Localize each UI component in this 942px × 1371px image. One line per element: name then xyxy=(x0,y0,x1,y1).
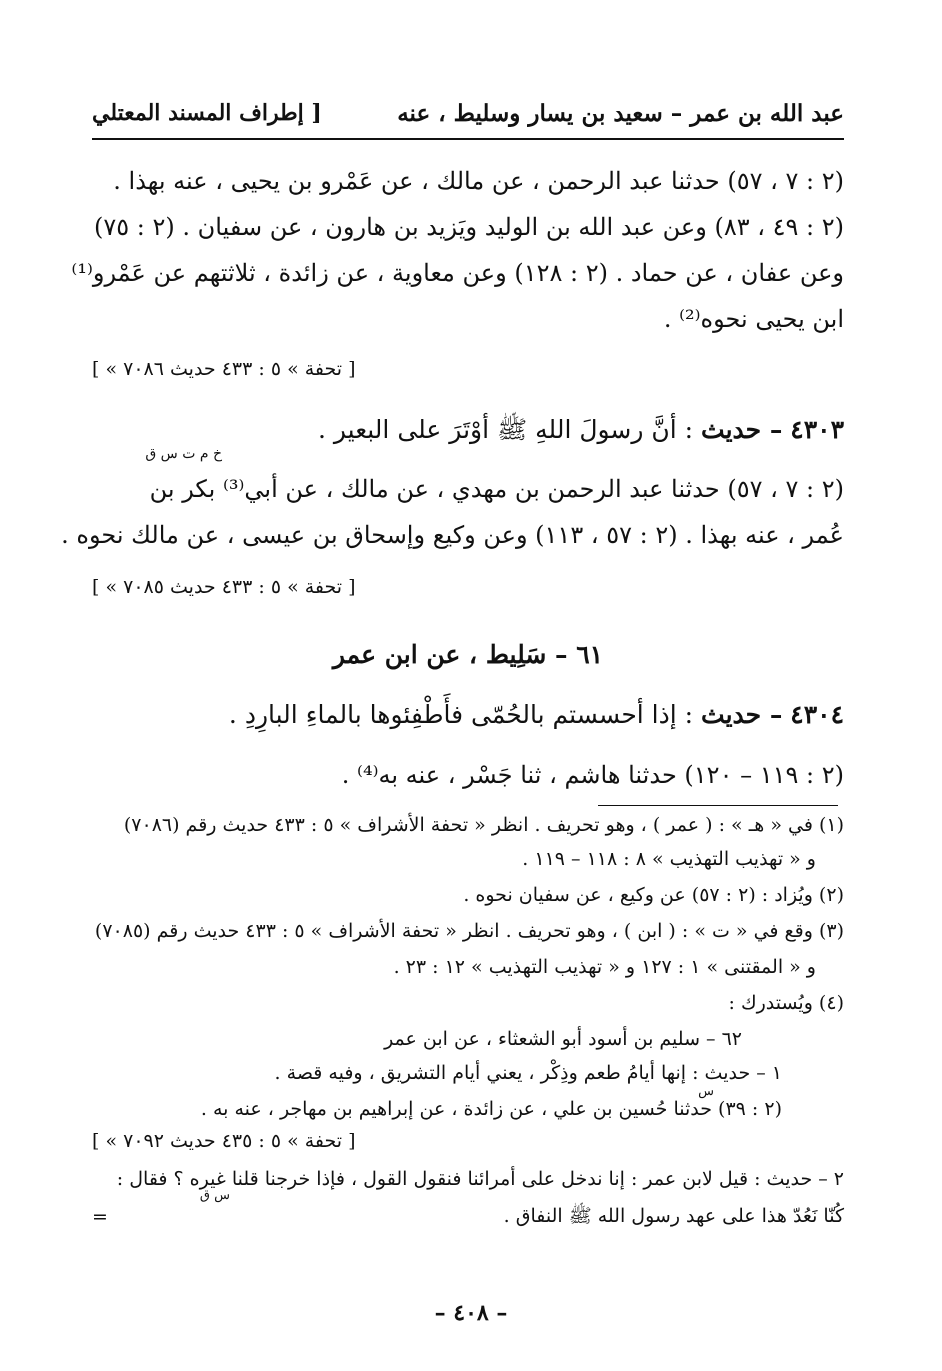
paragraph-chains-1 xyxy=(71,158,844,342)
footnote-4: (٤) ويُستدرك : xyxy=(728,992,844,1014)
hadith-sigla: س ق xyxy=(199,1188,230,1203)
continuation-mark: = xyxy=(92,1206,108,1228)
hadith-number: ٤٣٠٤ xyxy=(790,700,844,729)
footnote-4-hadith-2-cont: كُنّا نَعُدّ هذا على عهد رسول الله ﷺ النفاق . xyxy=(503,1205,844,1227)
tuhfa-reference: [ « تحفة » ٥ : ٤٣٣ حديث ٧٠٨٥ ] xyxy=(92,576,356,598)
tuhfa-reference: [ « تحفة » ٥ : ٤٣٣ حديث ٧٠٨٦ ] xyxy=(92,358,356,380)
text-line: ابن يحيى نحوه⁽²⁾ . xyxy=(663,305,844,333)
page-number: – ٤٠٨ – xyxy=(434,1300,508,1326)
hadith-text: : إذا أحسستم بالحُمّى فأَطْفِئوها بالماءِ البارِدِ . xyxy=(228,700,694,729)
footnote-4-hadith-1: ١ – حديث : إنها أيامُ طعم وذِكْر ، يعني أيام التشريق ، وفيه قصة . xyxy=(274,1062,782,1084)
hadith-text: : أنَّ رسولَ اللهِ ﷺ أوْتَرَ على البعير . xyxy=(317,415,694,444)
hadith-label: – حديث xyxy=(701,415,783,444)
hadith-number: ٤٣٠٣ xyxy=(790,415,844,444)
hadith-heading-4303 xyxy=(318,414,844,451)
paragraph-chains-2 xyxy=(61,466,844,558)
footnote-4-tuhfa-reference: [ « تحفة » ٥ : ٤٣٥ حديث ٧٠٩٢ ] xyxy=(92,1130,356,1152)
footnote-2: (٢) ويُزاد : (٢ : ٥٧) عن وكيع ، عن سفيان نحوه . xyxy=(463,884,844,906)
footnote-3: (٣) وقع في « ت » : ( ابن ) ، وهو تحريف . انظر « تحفة الأشراف » ٥ : ٤٣٣ حديث رقم (٧٠٨٥) xyxy=(94,920,844,942)
footnote-4-section-title: ٦٢ – سليم بن أسود أبو الشعثاء ، عن ابن عمر xyxy=(384,1028,742,1050)
footnote-divider xyxy=(598,805,838,806)
header-chapter-title: عبد الله بن عمر – سعيد بن يسار وسليط ، عنه xyxy=(397,100,844,127)
section-heading: ٦١ – سَلِيط ، عن ابن عمر xyxy=(332,640,604,669)
text-line: (٢ : ٧ ، ٥٧) حدثنا عبد الرحمن ، عن مالك ، عن عَمْرو بن يحيى ، عنه بهذا . xyxy=(113,167,844,195)
hadith-sigla: س xyxy=(698,1084,714,1099)
hadith-sigla: خ م ت س ق xyxy=(145,446,222,462)
header-divider xyxy=(92,138,844,140)
text-line: (٢ : ٤٩ ، ٨٣) وعن عبد الله بن الوليد ويَزيد بن هارون ، عن سفيان . (٢ : ٧٥) xyxy=(94,213,844,241)
running-header xyxy=(92,100,844,136)
footnote-3-cont: و « المقتنى » ١ : ١٢٧ و « تهذيب التهذيب » ١٢ : ٢٣ . xyxy=(393,956,816,978)
paragraph-chains-3 xyxy=(92,752,844,798)
footnote-1-cont: و « تهذيب التهذيب » ٨ : ١١٨ – ١١٩ . xyxy=(522,848,816,870)
hadith-heading-4304 xyxy=(229,700,844,729)
hadith-label: – حديث xyxy=(701,700,783,729)
text-line: (٢ : ١١٩ – ١٢٠) حدثنا هاشم ، ثنا جَسْر ، عنه به⁽⁴⁾ . xyxy=(341,761,844,789)
footnote-4-hadith-1-chain: (٢ : ٣٩) حدثنا حُسين بن علي ، عن زائدة ، عن إبراهيم بن مهاجر ، عنه به . xyxy=(200,1098,782,1120)
footnote-1: (١) في « هـ » : ( عمر ) ، وهو تحريف . انظر « تحفة الأشراف » ٥ : ٤٣٣ حديث رقم (٧٠٨٦) xyxy=(123,814,844,836)
text-line: (٢ : ٧ ، ٥٧) حدثنا عبد الرحمن بن مهدي ، عن مالك ، عن أبي⁽³⁾ بكر بن xyxy=(149,475,844,503)
text-line: وعن عفان ، عن حماد . (٢ : ١٢٨) وعن معاوية ، عن زائدة ، ثلاثتهم عن عَمْرو⁽¹⁾ xyxy=(71,259,844,287)
header-book-title: [ إطراف المسند المعتلي xyxy=(92,100,322,126)
footnote-4-hadith-2: ٢ – حديث : قيل لابن عمر : إنا ندخل على أمرائنا فنقول القول ، فإذا خرجنا قلنا غيره ؟ فقال : xyxy=(116,1168,844,1190)
text-line: عُمر ، عنه بهذا . (٢ : ٥٧ ، ١١٣) وعن وكيع وإسحاق بن عيسى ، عن مالك نحوه . xyxy=(61,521,844,549)
